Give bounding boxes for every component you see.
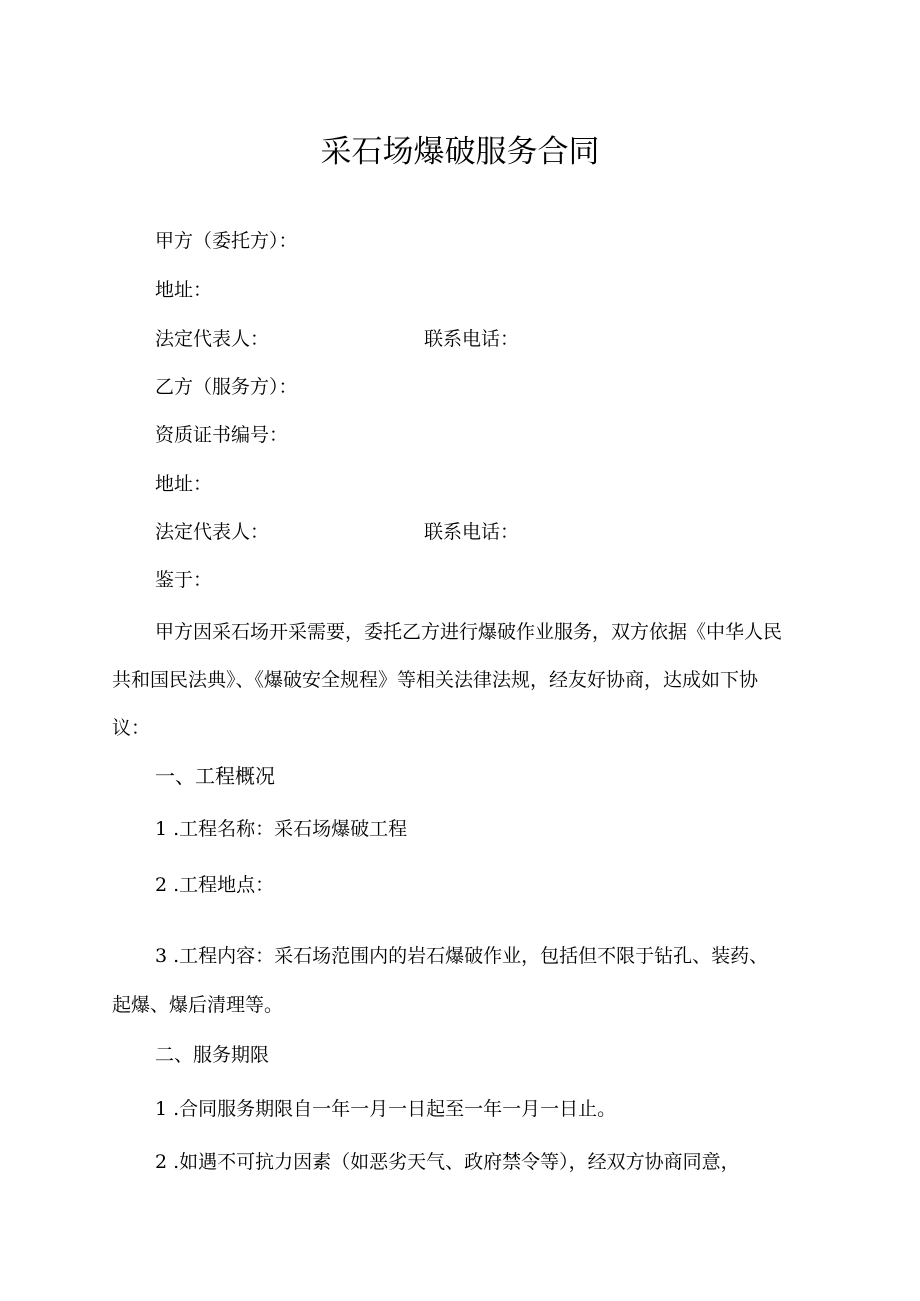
section-2-heading: 二、服务期限 (155, 1044, 270, 1066)
section-2-item-1: 1 .合同服务期限自一年一月一日起至一年一月一日止。 (155, 1098, 617, 1120)
section-2-item-2: 2 .如遇不可抗力因素（如恶劣天气、政府禁令等），经双方协商同意， (155, 1151, 740, 1173)
document-title: 采石场爆破服务合同 (320, 134, 600, 170)
section-1-item-1: 1 .工程名称：采石场爆破工程 (155, 818, 408, 840)
party-b-cert-label: 资质证书编号： (155, 424, 289, 446)
party-a-rep-row (155, 327, 269, 351)
preamble-line-1: 甲方因采石场开采需要，委托乙方进行爆破作业服务，双方依据《中华人民 (155, 621, 783, 643)
party-a-rep-label: 法定代表人： (155, 328, 270, 350)
party-b-label: 乙方（服务方）： (155, 376, 298, 398)
section-1-item-3-line-2: 起爆、爆后清理等。 (112, 994, 284, 1016)
party-b-address-label: 地址： (155, 473, 213, 495)
party-a-phone-label: 联系电话： (424, 328, 520, 350)
party-a-label: 甲方（委托方）： (155, 230, 298, 252)
party-a-address-label: 地址： (155, 279, 213, 301)
party-b-rep-label: 法定代表人： (155, 521, 270, 543)
section-1-item-2: 2 .工程地点： (155, 874, 275, 896)
section-1-item-3-line-1: 3 .工程内容：采石场范围内的岩石爆破作业，包括但不限于钻孔、装药、 (155, 945, 769, 967)
whereas-label: 鉴于： (155, 569, 213, 591)
section-1-heading: 一、工程概况 (155, 764, 275, 788)
preamble-line-3: 议： (112, 717, 151, 739)
preamble-line-2: 共和国民法典》、《爆破安全规程》等相关法律法规，经友好协商，达成如下协 (112, 669, 759, 691)
party-b-phone-label: 联系电话： (424, 521, 520, 543)
